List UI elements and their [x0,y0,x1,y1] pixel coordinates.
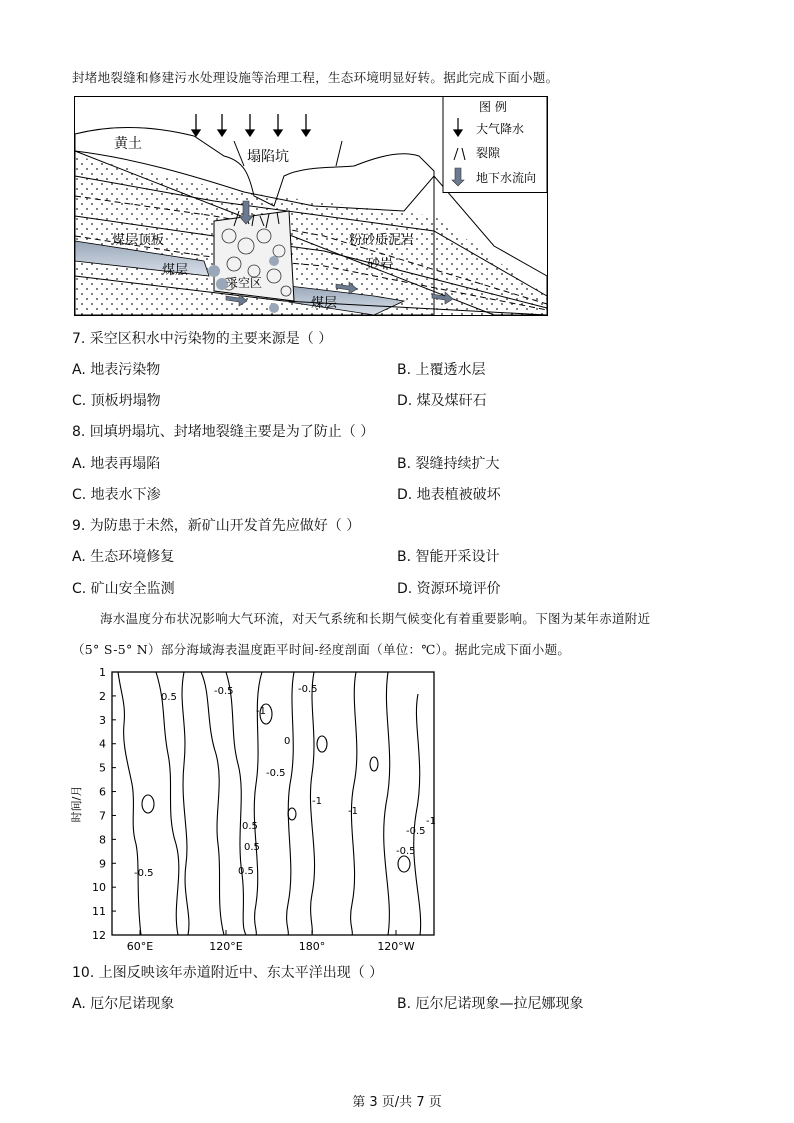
q8-option-a: A. 地表再塌陷 [72,456,161,472]
q9-option-d: D. 资源环境评价 [397,581,501,597]
y-tick-label: 4 [99,737,106,751]
roof-label: 煤层顶板 [112,233,165,248]
intro-text-2b: （5° S-5° N）部分海域海表温度距平时间-经度剖面（单位：℃）。据此完成下面小题。 [72,642,571,657]
page-footer: 第 3 页/共 7 页 [352,1095,442,1110]
x-tick-label: 180° [298,940,326,953]
q7-option-b: B. 上覆透水层 [397,362,486,378]
q10-stem: 10. 上图反映该年赤道附近中、东太平洋出现（ ） [72,965,384,981]
siltstone-label: 粉砂质泥岩 [349,233,415,248]
intro-text-2a: 海水温度分布状况影响大气环流，对天气系统和长期气候变化有着重要影响。下图为某年赤道附近 [100,611,651,626]
q7-stem: 7. 采空区积水中污染物的主要来源是（ ） [72,331,333,347]
contour-value-label: -1 [312,796,322,807]
x-tick-label: 60°E [126,940,154,953]
y-tick-label: 9 [99,857,106,871]
contour-value-label: 0.5 [161,692,177,703]
coal-label-1: 煤层 [162,263,189,278]
legend-title: 图 例 [479,100,507,114]
contour-value-label: -1 [426,816,436,827]
pit-label: 塌陷坑 [247,149,289,165]
x-tick-label: 120°E [209,940,243,953]
q10-option-a: A. 厄尔尼诺现象 [72,996,175,1012]
contour-value-label: -0.5 [396,846,416,857]
contour-value-label: -0.5 [134,868,154,879]
contour-value-label: -0.5 [214,686,234,697]
q8-option-b: B. 裂缝持续扩大 [397,456,500,472]
q9-option-c: C. 矿山安全监测 [72,581,175,597]
y-tick-label: 7 [99,809,106,823]
q7-option-d: D. 煤及煤矸石 [397,393,487,409]
contour-value-label: 0.5 [238,866,254,877]
loess-label: 黄土 [114,136,142,152]
sst-anomaly-contour-chart [66,664,446,960]
q7-option-a: A. 地表污染物 [72,362,161,378]
q8-option-d: D. 地表植被破坏 [397,487,501,503]
y-axis-label: 时间/月 [70,785,83,823]
legend-groundwater: 地下水流向 [476,171,537,185]
q10-option-b: B. 厄尔尼诺现象—拉尼娜现象 [397,996,584,1012]
contour-value-label: -1 [256,706,266,717]
q9-option-a: A. 生态环境修复 [72,549,175,565]
q7-option-c: C. 顶板坍塌物 [72,393,161,409]
q9-stem: 9. 为防患于未然，新矿山开发首先应做好（ ） [72,518,361,534]
contour-value-label: 0.5 [244,842,260,853]
contour-value-label: 0.5 [242,821,258,832]
coal-label-2: 煤层 [311,296,338,311]
contour-value-label: -0.5 [406,826,426,837]
sandstone-label: 砂岩 [367,257,394,272]
contour-value-label: -1 [348,806,358,817]
goaf-label: 采空区 [226,276,263,290]
contour-value-label: 0 [284,736,291,747]
y-tick-label: 2 [99,689,106,703]
x-tick-label: 120°W [377,940,415,953]
y-tick-label: 10 [92,881,106,895]
y-tick-label: 3 [99,713,106,727]
y-tick-label: 1 [99,666,106,679]
y-tick-label: 11 [92,905,106,919]
y-tick-label: 5 [99,761,106,775]
q8-option-c: C. 地表水下渗 [72,487,161,503]
y-tick-label: 8 [99,833,106,847]
contour-value-label: -0.5 [298,684,318,695]
intro-text-1: 封堵地裂缝和修建污水处理设施等治理工程，生态环境明显好转。据此完成下面小题。 [72,70,559,85]
y-tick-label: 6 [99,785,106,799]
geology-diagram [74,96,548,316]
q8-stem: 8. 回填坍塌坑、封堵地裂缝主要是为了防止（ ） [72,424,375,440]
contour-value-label: -0.5 [266,768,286,779]
q9-option-b: B. 智能开采设计 [397,549,500,565]
legend-rain: 大气降水 [476,122,525,136]
y-tick-label: 12 [92,929,106,942]
legend-crack: 裂隙 [476,146,501,160]
